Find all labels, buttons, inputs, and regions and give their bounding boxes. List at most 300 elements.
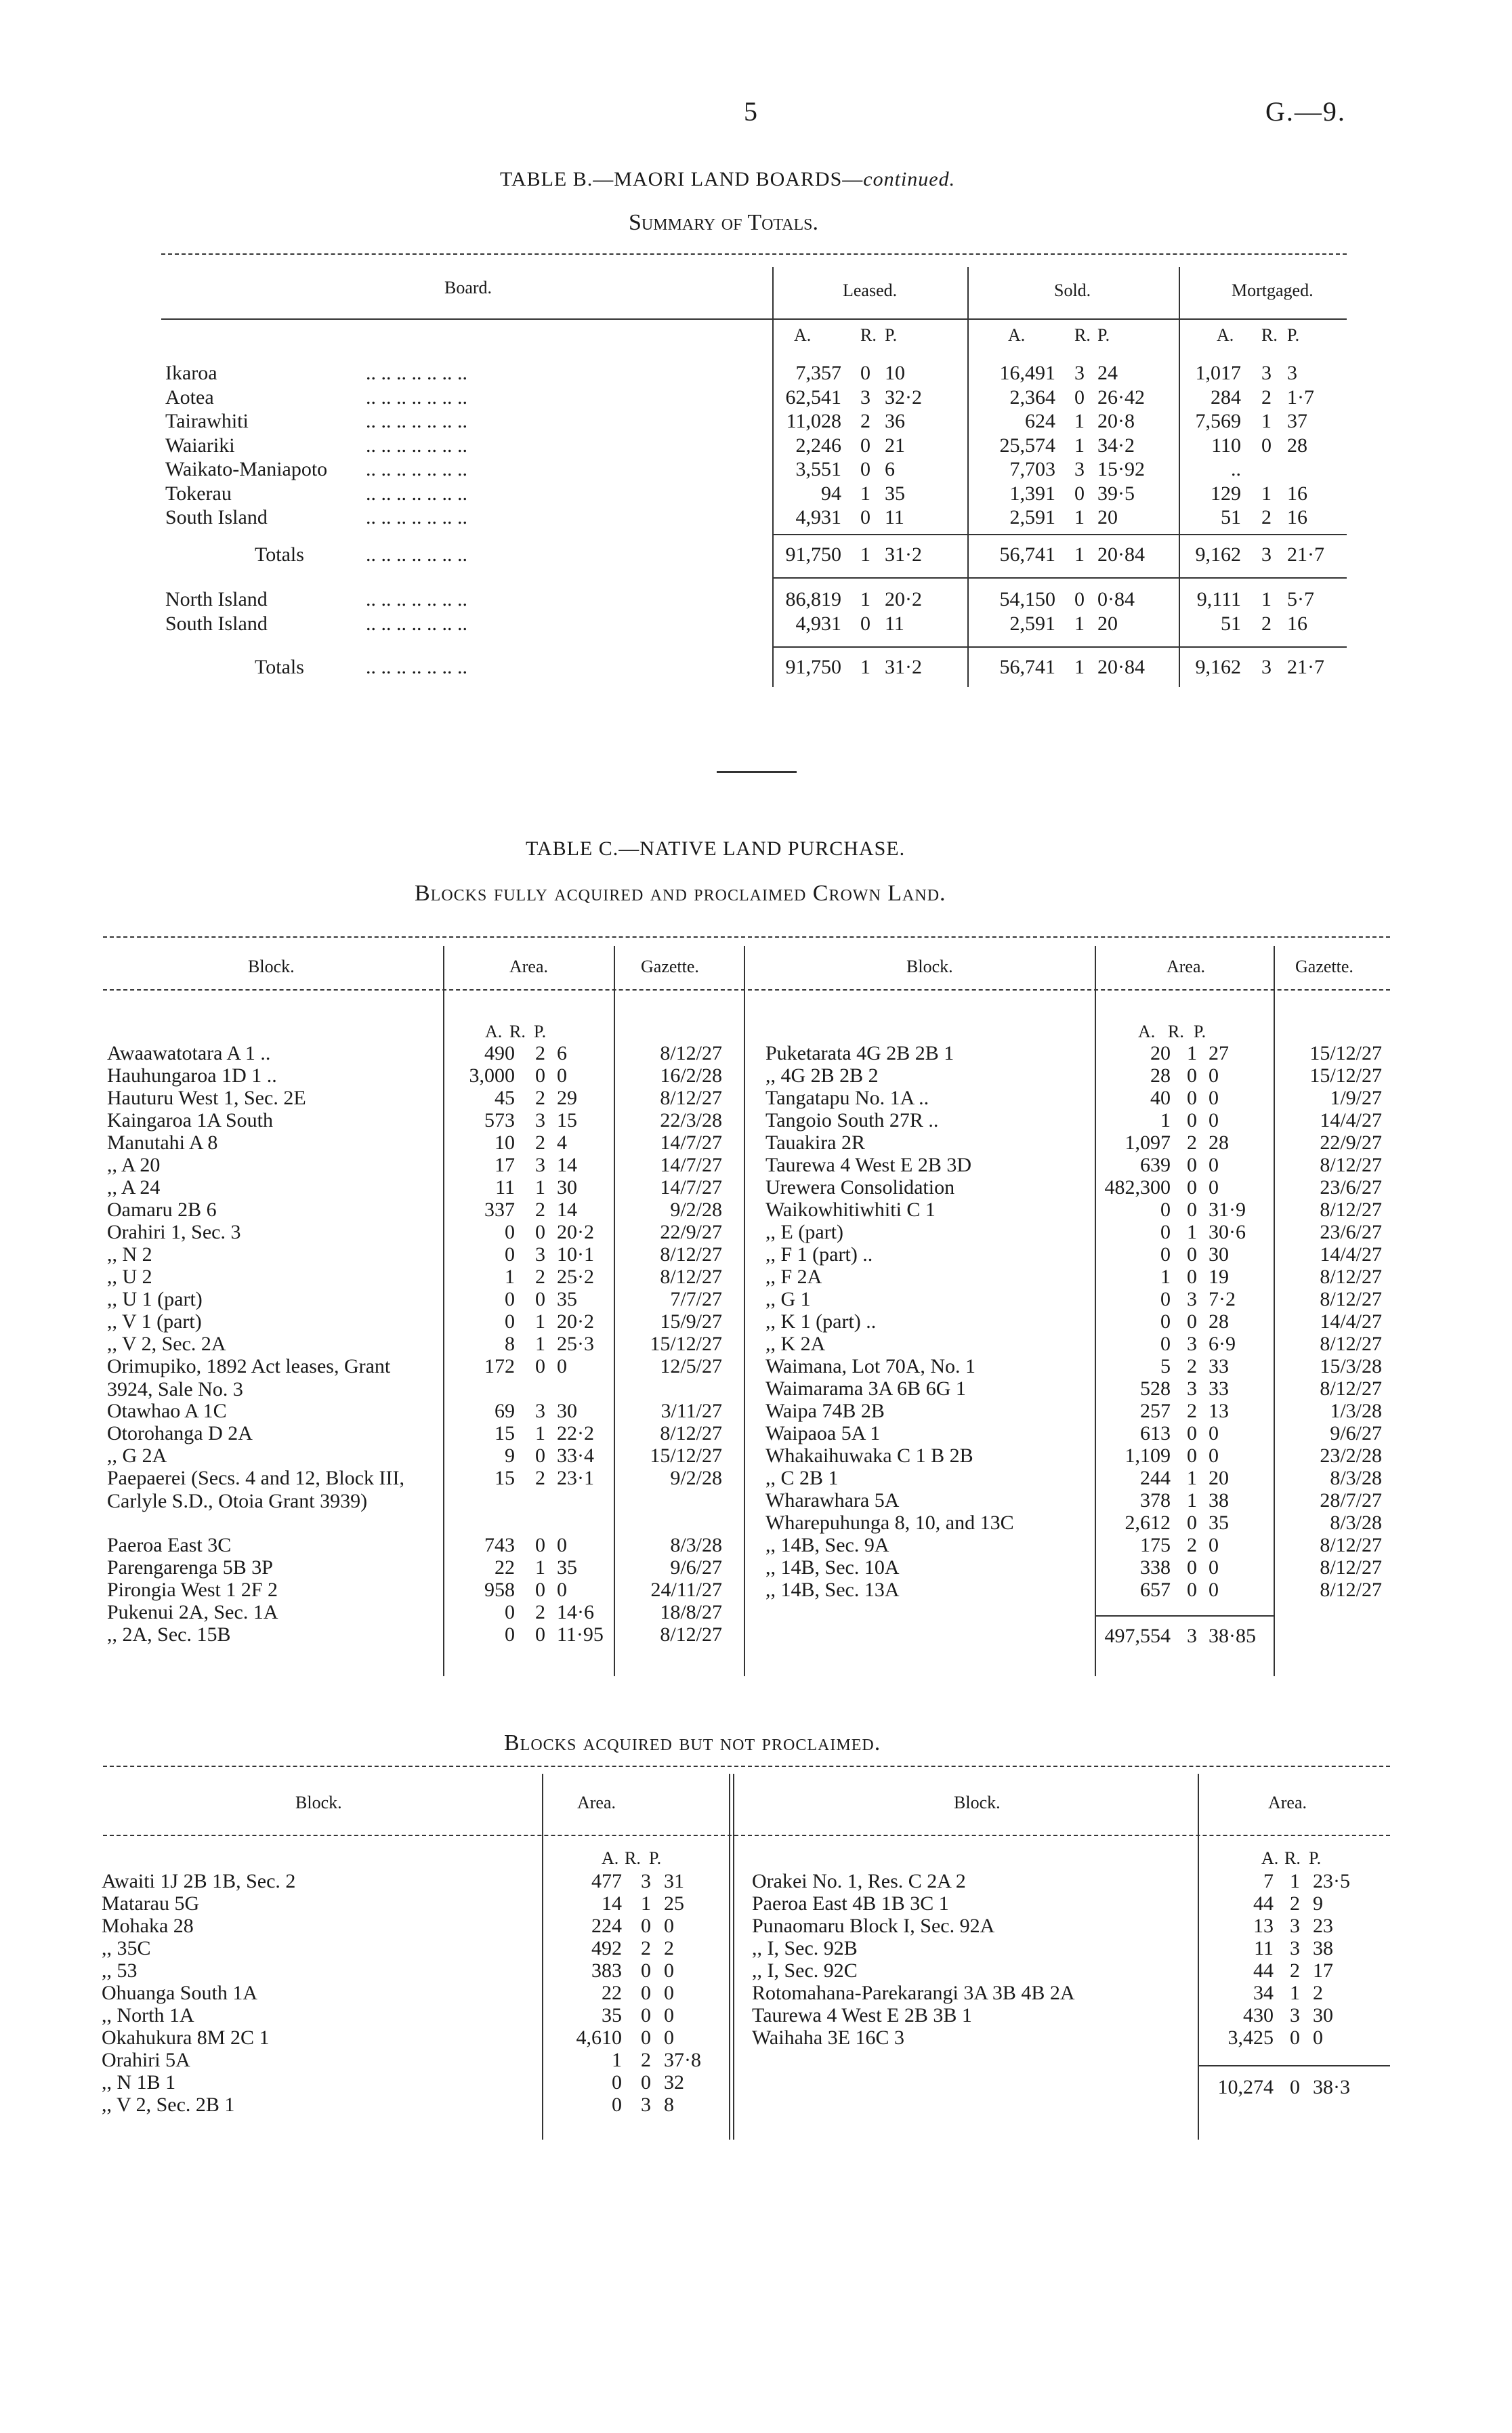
table-c-left-perches: 30 <box>557 1176 577 1199</box>
table-c-left-perches: 15 <box>557 1109 577 1131</box>
table-b-header-leased: Leased. <box>843 280 898 300</box>
table-c-right-perches: 38 <box>1209 1489 1229 1512</box>
unit-roods: R. <box>509 1022 526 1041</box>
table-c-left-gazette: 7/7/27 <box>670 1288 722 1310</box>
table-b-row-mortgaged-acres: 7,569 <box>1195 410 1241 432</box>
table-c-left-acres: 11 <box>495 1176 515 1199</box>
table-c-right-gazette: 9/6/27 <box>1330 1422 1382 1444</box>
table-b-row-sold-acres: 624 <box>1025 410 1055 432</box>
table-c-right-roods: 0 <box>1187 1109 1197 1131</box>
table-c-left-block: ,, V 1 (part) <box>107 1310 202 1333</box>
table-d-left-roods: 0 <box>641 1959 651 1982</box>
unit-acres: A. <box>1138 1022 1156 1041</box>
table-c-right-acres: 2,612 <box>1125 1512 1171 1534</box>
table-b-row-leased-acres: 11,028 <box>786 410 841 432</box>
table-c-right-roods: 1 <box>1187 1467 1197 1489</box>
table-c-left-roods: 0 <box>535 1444 545 1467</box>
table-b-split-board: North Island <box>165 588 268 610</box>
table-c-left-gazette: 18/8/27 <box>660 1601 722 1623</box>
table-d-left-perches: 0 <box>664 1959 674 1982</box>
table-b-row-sold-acres: 2,591 <box>1009 506 1055 528</box>
table-c-right-acres: 338 <box>1140 1556 1171 1579</box>
table-b-row-leased-roods: 0 <box>860 362 870 384</box>
table-b-row-leased-acres: 62,541 <box>785 386 841 409</box>
table-b-totals-sold-acres: 56,741 <box>999 543 1055 566</box>
table-c-left-gazette: 8/12/27 <box>660 1422 722 1444</box>
table-c-left-acres: 743 <box>484 1534 515 1556</box>
table-c-right-acres: 257 <box>1140 1400 1171 1422</box>
table-c-left-acres: 337 <box>484 1199 515 1221</box>
table-c-left-gazette: 8/12/27 <box>660 1042 722 1064</box>
table-b-row-leased-acres: 4,931 <box>795 506 841 528</box>
table-d-left-acres: 1 <box>612 2049 622 2071</box>
table-d-left-block: ,, V 2, Sec. 2B 1 <box>102 2094 235 2116</box>
table-c-right-perches: 13 <box>1209 1400 1229 1422</box>
table-b-split-board: South Island <box>165 612 268 635</box>
table-d-left-acres: 14 <box>602 1892 622 1915</box>
table-d-left-block: Okahukura 8M 2C 1 <box>102 2026 270 2049</box>
table-d-left-perches: 0 <box>664 2026 674 2049</box>
leader-dots: .. .. .. .. .. .. .. <box>366 434 467 457</box>
table-d-left-acres: 35 <box>602 2004 622 2026</box>
table-c-right-perches: 0 <box>1209 1556 1219 1579</box>
table-c-right-block: Waipaoa 5A 1 <box>765 1422 881 1444</box>
table-b-split-sold-acres: 54,150 <box>999 588 1055 610</box>
table-b-row-mortgaged-acres: 129 <box>1211 482 1241 505</box>
table-c-right-block: ,, K 1 (part) .. <box>765 1310 877 1333</box>
table-b-split-sold-roods: 1 <box>1074 612 1085 635</box>
table-b-header-sold: Sold. <box>1054 280 1091 300</box>
table-c-left-roods: 0 <box>535 1064 545 1087</box>
table-c-right-roods: 1 <box>1187 1489 1197 1512</box>
table-c-left-gazette: 16/2/28 <box>660 1064 722 1087</box>
table-c-left-roods: 0 <box>535 1355 545 1377</box>
table-c-left-acres: 15 <box>495 1467 515 1489</box>
table-b-row-board: Aotea <box>165 386 214 409</box>
table-c-left-gazette: 22/3/28 <box>660 1109 722 1131</box>
table-c-left-block: Kaingaroa 1A South <box>107 1109 273 1131</box>
leader-dots: .. .. .. .. .. .. .. <box>366 506 467 528</box>
table-d-left-block: Orahiri 5A <box>102 2049 190 2071</box>
table-d-left-block: Matarau 5G <box>102 1892 200 1915</box>
table-b-row-leased-roods: 2 <box>860 410 870 432</box>
table-d-right-acres: 11 <box>1254 1937 1274 1959</box>
table-c-left-perches: 14 <box>557 1154 577 1176</box>
table-c-right-roods: 2 <box>1187 1400 1197 1422</box>
table-c-left-acres: 15 <box>495 1422 515 1444</box>
table-b-row-leased-roods: 3 <box>860 386 870 409</box>
table-b-row-sold-acres: 25,574 <box>999 434 1055 457</box>
table-c-right-acres: 0 <box>1160 1333 1171 1355</box>
table-b-split-mortgaged-perches: 5·7 <box>1287 588 1314 610</box>
table-c-left-perches: 23·1 <box>557 1467 594 1489</box>
table-c-right-roods: 3 <box>1187 1333 1197 1355</box>
table-d-total-roods: 0 <box>1290 2076 1300 2098</box>
table-c-right-roods: 2 <box>1187 1355 1197 1377</box>
table-c-left-acres: 573 <box>484 1109 515 1131</box>
table-c-right-perches: 28 <box>1209 1310 1229 1333</box>
table-b-row-board: Waiariki <box>165 434 235 457</box>
table-d-left-block: ,, North 1A <box>102 2004 194 2026</box>
table-c-left-gazette: 9/6/27 <box>670 1556 722 1579</box>
table-d-left-roods: 2 <box>641 2049 651 2071</box>
table-c-right-gazette: 14/4/27 <box>1320 1243 1382 1266</box>
table-c-left-acres: 10 <box>495 1131 515 1154</box>
table-c-right-roods: 0 <box>1187 1444 1197 1467</box>
table-c-right-block: Tauakira 2R <box>765 1131 866 1154</box>
table-c-right-block: ,, K 2A <box>765 1333 826 1355</box>
table-b-totals-2-sold-perches: 20·84 <box>1097 656 1145 678</box>
table-c-right-gazette: 23/2/28 <box>1320 1444 1382 1467</box>
table-b-row-leased-roods: 0 <box>860 434 870 457</box>
table-b-row-mortgaged-roods: 1 <box>1261 482 1272 505</box>
table-c-right-gazette: 23/6/27 <box>1320 1176 1382 1199</box>
table-b-row-mortgaged-perches: 3 <box>1287 362 1297 384</box>
table-c-right-gazette: 15/3/28 <box>1320 1355 1382 1377</box>
table-c-right-gazette: 8/12/27 <box>1320 1199 1382 1221</box>
table-c-left-perches: 4 <box>557 1131 567 1154</box>
table-b-row-leased-perches: 36 <box>885 410 905 432</box>
table-b-row-leased-perches: 32·2 <box>885 386 922 409</box>
table-d-right-roods: 1 <box>1290 1870 1300 1892</box>
table-c-right-block: Taurewa 4 West E 2B 3D <box>765 1154 972 1176</box>
table-c-left-gazette: 8/12/27 <box>660 1087 722 1109</box>
unit-perches: P. <box>1097 325 1110 345</box>
table-c-left-block: Otawhao A 1C <box>107 1400 227 1422</box>
table-c-left-acres: 17 <box>495 1154 515 1176</box>
subtotal-rule <box>772 534 1347 535</box>
table-d-left-perches: 8 <box>664 2094 674 2116</box>
table-c-subtitle: Blocks fully acquired and proclaimed Crown Land. <box>415 881 946 906</box>
table-c-left-block: Paepaerei (Secs. 4 and 12, Block III, Carlyle S.D., Otoia Grant 3939) <box>107 1467 405 1512</box>
unit-roods: R. <box>625 1848 641 1868</box>
unit-acres: A. <box>485 1022 503 1041</box>
table-d-left-perches: 0 <box>664 1915 674 1937</box>
leader-dots: .. .. .. .. .. .. .. <box>366 458 467 480</box>
table-c-left-roods: 2 <box>535 1131 545 1154</box>
table-c-right-acres: 1 <box>1160 1109 1171 1131</box>
table-b-row-mortgaged-acres: .. <box>1231 458 1241 480</box>
table-c-left-block: ,, A 24 <box>107 1176 161 1199</box>
table-b-row-mortgaged-perches: 28 <box>1287 434 1307 457</box>
table-d-left-acres: 0 <box>612 2071 622 2094</box>
unit-roods: R. <box>1074 325 1091 345</box>
table-c-right-perches: 0 <box>1209 1444 1219 1467</box>
table-c-right-gazette: 8/12/27 <box>1320 1556 1382 1579</box>
table-b-totals-2-mortgaged-acres: 9,162 <box>1195 656 1241 678</box>
table-c-right-gazette: 23/6/27 <box>1320 1221 1382 1243</box>
table-c-right-acres: 1,109 <box>1125 1444 1171 1467</box>
table-d-right-acres: 44 <box>1253 1959 1274 1982</box>
table-c-right-acres: 1 <box>1160 1266 1171 1288</box>
table-c-left-perches: 20·2 <box>557 1221 594 1243</box>
table-b-row-leased-perches: 11 <box>885 506 904 528</box>
table-c-right-roods: 1 <box>1187 1221 1197 1243</box>
table-c-right-roods: 0 <box>1187 1199 1197 1221</box>
table-d-right-block: Waihaha 3E 16C 3 <box>752 2026 905 2049</box>
table-d-right-block: Paeroa East 4B 1B 3C 1 <box>752 1892 949 1915</box>
table-c-right-perches: 6·9 <box>1209 1333 1236 1355</box>
table-b-title: TABLE B.—MAORI LAND BOARDS—continued. <box>500 168 956 190</box>
table-d-right-block: Orakei No. 1, Res. C 2A 2 <box>752 1870 966 1892</box>
table-c-left-gazette: 9/2/28 <box>670 1199 722 1221</box>
table-b-totals-mortgaged-perches: 21·7 <box>1287 543 1324 566</box>
table-c-right-perches: 0 <box>1209 1087 1219 1109</box>
table-c-left-acres: 0 <box>505 1288 515 1310</box>
table-c-right-block: Waikowhitiwhiti C 1 <box>765 1199 936 1221</box>
table-b-row-sold-perches: 39·5 <box>1097 482 1135 505</box>
table-b-row-sold-acres: 1,391 <box>1009 482 1055 505</box>
table-b-split-sold-roods: 0 <box>1074 588 1085 610</box>
table-b-row-leased-acres: 3,551 <box>795 458 841 480</box>
unit-perches: P. <box>1194 1022 1206 1041</box>
table-c-header-area-right: Area. <box>1167 957 1206 976</box>
table-b-row-board: Waikato-Maniapoto <box>165 458 328 480</box>
table-b-row-leased-roods: 1 <box>860 482 870 505</box>
table-b-row-mortgaged-roods: 3 <box>1261 362 1272 384</box>
table-d-right-roods: 1 <box>1290 1982 1300 2004</box>
table-b-row-sold-acres: 16,491 <box>999 362 1055 384</box>
table-c-right-gazette: 14/4/27 <box>1320 1310 1382 1333</box>
table-d-left-roods: 2 <box>641 1937 651 1959</box>
table-c-right-perches: 0 <box>1209 1109 1219 1131</box>
table-c-right-roods: 0 <box>1187 1176 1197 1199</box>
table-d-left-acres: 22 <box>602 1982 622 2004</box>
table-b-row-leased-perches: 21 <box>885 434 905 457</box>
table-c-left-block: ,, A 20 <box>107 1154 161 1176</box>
unit-perches: P. <box>885 325 898 345</box>
table-c-right-perches: 20 <box>1209 1467 1229 1489</box>
table-c-right-roods: 0 <box>1187 1243 1197 1266</box>
table-c-right-block: Wharepuhunga 8, 10, and 13C <box>765 1512 1014 1534</box>
table-d-right-roods: 3 <box>1290 1937 1300 1959</box>
table-d-right-block: Taurewa 4 West E 2B 3B 1 <box>752 2004 972 2026</box>
table-c-right-roods: 0 <box>1187 1579 1197 1601</box>
table-c-left-perches: 25·2 <box>557 1266 594 1288</box>
table-c-left-roods: 2 <box>535 1087 545 1109</box>
subtotal-rule <box>772 646 1347 648</box>
table-d-right-acres: 13 <box>1253 1915 1274 1937</box>
table-b-row-mortgaged-perches: 16 <box>1287 482 1307 505</box>
table-b-row-sold-roods: 3 <box>1074 362 1085 384</box>
leader-dots: .. .. .. .. .. .. .. <box>366 656 467 678</box>
table-c-left-perches: 22·2 <box>557 1422 594 1444</box>
table-d-right-perches: 17 <box>1313 1959 1333 1982</box>
table-d-right-perches: 2 <box>1313 1982 1323 2004</box>
table-d-right-roods: 3 <box>1290 2004 1300 2026</box>
table-c-left-acres: 45 <box>495 1087 515 1109</box>
table-b-subtitle: Summary of Totals. <box>629 210 819 235</box>
table-d-left-roods: 3 <box>641 2094 651 2116</box>
table-c-right-block: ,, 4G 2B 2B 2 <box>765 1064 879 1087</box>
total-rule <box>1198 2065 1390 2066</box>
table-d-right-roods: 0 <box>1290 2026 1300 2049</box>
total-rule <box>1095 1615 1274 1617</box>
table-c-right-roods: 0 <box>1187 1154 1197 1176</box>
table-c-total-perches: 38·85 <box>1209 1625 1256 1647</box>
table-b-totals-board: Totals <box>255 543 304 566</box>
table-c-right-acres: 482,300 <box>1104 1176 1171 1199</box>
table-d-left-block: Mohaka 28 <box>102 1915 194 1937</box>
table-b-row-leased-roods: 0 <box>860 458 870 480</box>
table-c-left-acres: 172 <box>484 1355 515 1377</box>
table-c-header-block-right: Block. <box>906 957 953 976</box>
table-c-left-acres: 0 <box>505 1623 515 1646</box>
table-b-row-mortgaged-roods: 1 <box>1261 410 1272 432</box>
table-c-right-acres: 639 <box>1140 1154 1171 1176</box>
table-c-right-perches: 7·2 <box>1209 1288 1236 1310</box>
table-c-left-block: Hauturu West 1, Sec. 2E <box>107 1087 306 1109</box>
table-c-right-block: Tangatapu No. 1A .. <box>765 1087 929 1109</box>
table-d-left-roods: 1 <box>641 1892 651 1915</box>
table-c-right-block: ,, E (part) <box>765 1221 843 1243</box>
table-c-right-acres: 0 <box>1160 1310 1171 1333</box>
table-d-left-perches: 31 <box>664 1870 684 1892</box>
table-c-right-acres: 28 <box>1150 1064 1171 1087</box>
table-c-right-acres: 378 <box>1140 1489 1171 1512</box>
table-d-right-perches: 23·5 <box>1313 1870 1350 1892</box>
table-c-left-block: ,, U 1 (part) <box>107 1288 203 1310</box>
table-b-totals-leased-perches: 31·2 <box>885 543 922 566</box>
unit-roods: R. <box>1168 1022 1184 1041</box>
table-c-header-gazette-right: Gazette. <box>1295 957 1353 976</box>
table-b-row-leased-acres: 7,357 <box>795 362 841 384</box>
table-c-left-perches: 10·1 <box>557 1243 594 1266</box>
table-b-row-mortgaged-perches: 37 <box>1287 410 1307 432</box>
table-c-left-block: ,, G 2A <box>107 1444 167 1467</box>
table-b-split-leased-acres: 4,931 <box>795 612 841 635</box>
leader-dots: .. .. .. .. .. .. .. <box>366 410 467 432</box>
table-d-left-block: ,, 53 <box>102 1959 138 1982</box>
table-c-left-perches: 29 <box>557 1087 577 1109</box>
table-c-left-acres: 0 <box>505 1243 515 1266</box>
table-c-right-roods: 0 <box>1187 1064 1197 1087</box>
table-c-left-block: Parengarenga 5B 3P <box>107 1556 273 1579</box>
table-d-left-block: ,, N 1B 1 <box>102 2071 176 2094</box>
table-c-header-area-left: Area. <box>509 957 549 976</box>
table-b-row-leased-roods: 0 <box>860 506 870 528</box>
table-c-right-gazette: 8/12/27 <box>1320 1579 1382 1601</box>
table-b-split-leased-acres: 86,819 <box>785 588 841 610</box>
table-c-right-perches: 33 <box>1209 1377 1229 1400</box>
table-c-left-roods: 1 <box>535 1333 545 1355</box>
table-c-left-gazette: 24/11/27 <box>650 1579 722 1601</box>
table-c-left-gazette: 8/12/27 <box>660 1623 722 1646</box>
table-c-left-gazette: 14/7/27 <box>660 1154 722 1176</box>
table-c-left-acres: 1 <box>505 1266 515 1288</box>
table-d-right-perches: 0 <box>1313 2026 1323 2049</box>
table-b-totals-sold-perches: 20·84 <box>1097 543 1145 566</box>
leader-dots: .. .. .. .. .. .. .. <box>366 612 467 635</box>
table-c-left-roods: 2 <box>535 1266 545 1288</box>
table-d-left-acres: 4,610 <box>576 2026 622 2049</box>
table-d-right-block: ,, I, Sec. 92B <box>752 1937 858 1959</box>
table-b-split-leased-perches: 20·2 <box>885 588 922 610</box>
table-d-left-acres: 224 <box>591 1915 622 1937</box>
unit-perches: P. <box>1309 1848 1322 1868</box>
table-c-left-gazette: 8/12/27 <box>660 1266 722 1288</box>
table-c-right-block: ,, F 1 (part) .. <box>765 1243 873 1266</box>
table-c-total-acres: 497,554 <box>1104 1625 1171 1647</box>
table-b-totals-2-board: Totals <box>255 656 304 678</box>
table-d-left-block: Ohuanga South 1A <box>102 1982 257 2004</box>
table-b-row-leased-perches: 6 <box>885 458 895 480</box>
table-b-header-board: Board. <box>444 278 492 297</box>
table-c-right-block: ,, F 2A <box>765 1266 822 1288</box>
table-c-right-roods: 3 <box>1187 1377 1197 1400</box>
table-b-split-leased-roods: 1 <box>860 588 870 610</box>
table-b-row-mortgaged-perches: 1·7 <box>1287 386 1314 409</box>
table-c-right-block: ,, 14B, Sec. 9A <box>765 1534 889 1556</box>
table-c-right-perches: 0 <box>1209 1154 1219 1176</box>
table-c-left-roods: 3 <box>535 1243 545 1266</box>
leader-dots: .. .. .. .. .. .. .. <box>366 386 467 409</box>
unit-roods: R. <box>1284 1848 1301 1868</box>
table-c-left-perches: 30 <box>557 1400 577 1422</box>
table-c-left-roods: 3 <box>535 1400 545 1422</box>
table-b-row-mortgaged-roods: 0 <box>1261 434 1272 457</box>
table-b-totals-2-sold-acres: 56,741 <box>999 656 1055 678</box>
table-c-left-roods: 0 <box>535 1221 545 1243</box>
table-b-totals-2-mortgaged-perches: 21·7 <box>1287 656 1324 678</box>
leader-dots: .. .. .. .. .. .. .. <box>366 588 467 610</box>
table-c-right-acres: 657 <box>1140 1579 1171 1601</box>
table-c-right-gazette: 8/12/27 <box>1320 1154 1382 1176</box>
table-d-left-perches: 25 <box>664 1892 684 1915</box>
table-c-left-perches: 25·3 <box>557 1333 594 1355</box>
subtotal-rule <box>772 577 1347 579</box>
table-b-row-sold-perches: 15·92 <box>1097 458 1145 480</box>
table-c-right-acres: 40 <box>1150 1087 1171 1109</box>
unit-acres: A. <box>1217 325 1234 345</box>
table-d-right-acres: 3,425 <box>1227 2026 1274 2049</box>
table-b-split-sold-acres: 2,591 <box>1009 612 1055 635</box>
table-b-row-sold-roods: 1 <box>1074 506 1085 528</box>
table-b-split-sold-perches: 0·84 <box>1097 588 1135 610</box>
table-c-left-roods: 1 <box>535 1176 545 1199</box>
table-d-left-block: Awaiti 1J 2B 1B, Sec. 2 <box>102 1870 296 1892</box>
table-b-row-mortgaged-acres: 110 <box>1211 434 1241 457</box>
table-c-right-acres: 5 <box>1160 1355 1171 1377</box>
table-d-right-acres: 430 <box>1243 2004 1274 2026</box>
table-c-left-roods: 2 <box>535 1467 545 1489</box>
table-c-header-block-left: Block. <box>248 957 295 976</box>
table-d-header-block-left: Block. <box>295 1793 342 1812</box>
table-b-totals-2-sold-roods: 1 <box>1074 656 1085 678</box>
table-c-left-gazette: 22/9/27 <box>660 1221 722 1243</box>
table-d-right-roods: 2 <box>1290 1892 1300 1915</box>
table-c-left-gazette: 8/3/28 <box>670 1534 722 1556</box>
table-c-left-block: Orimupiko, 1892 Act leases, Grant 3924, Sale No. 3 <box>107 1355 391 1400</box>
table-b-totals-2-mortgaged-roods: 3 <box>1261 656 1272 678</box>
table-c-right-acres: 0 <box>1160 1243 1171 1266</box>
table-b-row-sold-perches: 20·8 <box>1097 410 1135 432</box>
table-d-right-acres: 7 <box>1263 1870 1274 1892</box>
page-number: 5 <box>744 96 757 127</box>
table-d-left-acres: 0 <box>612 2094 622 2116</box>
table-b-header-mortgaged: Mortgaged. <box>1232 280 1314 300</box>
table-d-left-perches: 32 <box>664 2071 684 2094</box>
table-c-right-block: Wharawhara 5A <box>765 1489 900 1512</box>
table-c-right-gazette: 28/7/27 <box>1320 1489 1382 1512</box>
table-b-row-sold-acres: 2,364 <box>1009 386 1055 409</box>
table-c-right-block: Urewera Consolidation <box>765 1176 955 1199</box>
table-c-right-acres: 175 <box>1140 1534 1171 1556</box>
table-c-right-acres: 613 <box>1140 1422 1171 1444</box>
table-b-row-mortgaged-acres: 284 <box>1211 386 1241 409</box>
unit-acres: A. <box>1261 1848 1279 1868</box>
table-b-row-leased-acres: 2,246 <box>795 434 841 457</box>
